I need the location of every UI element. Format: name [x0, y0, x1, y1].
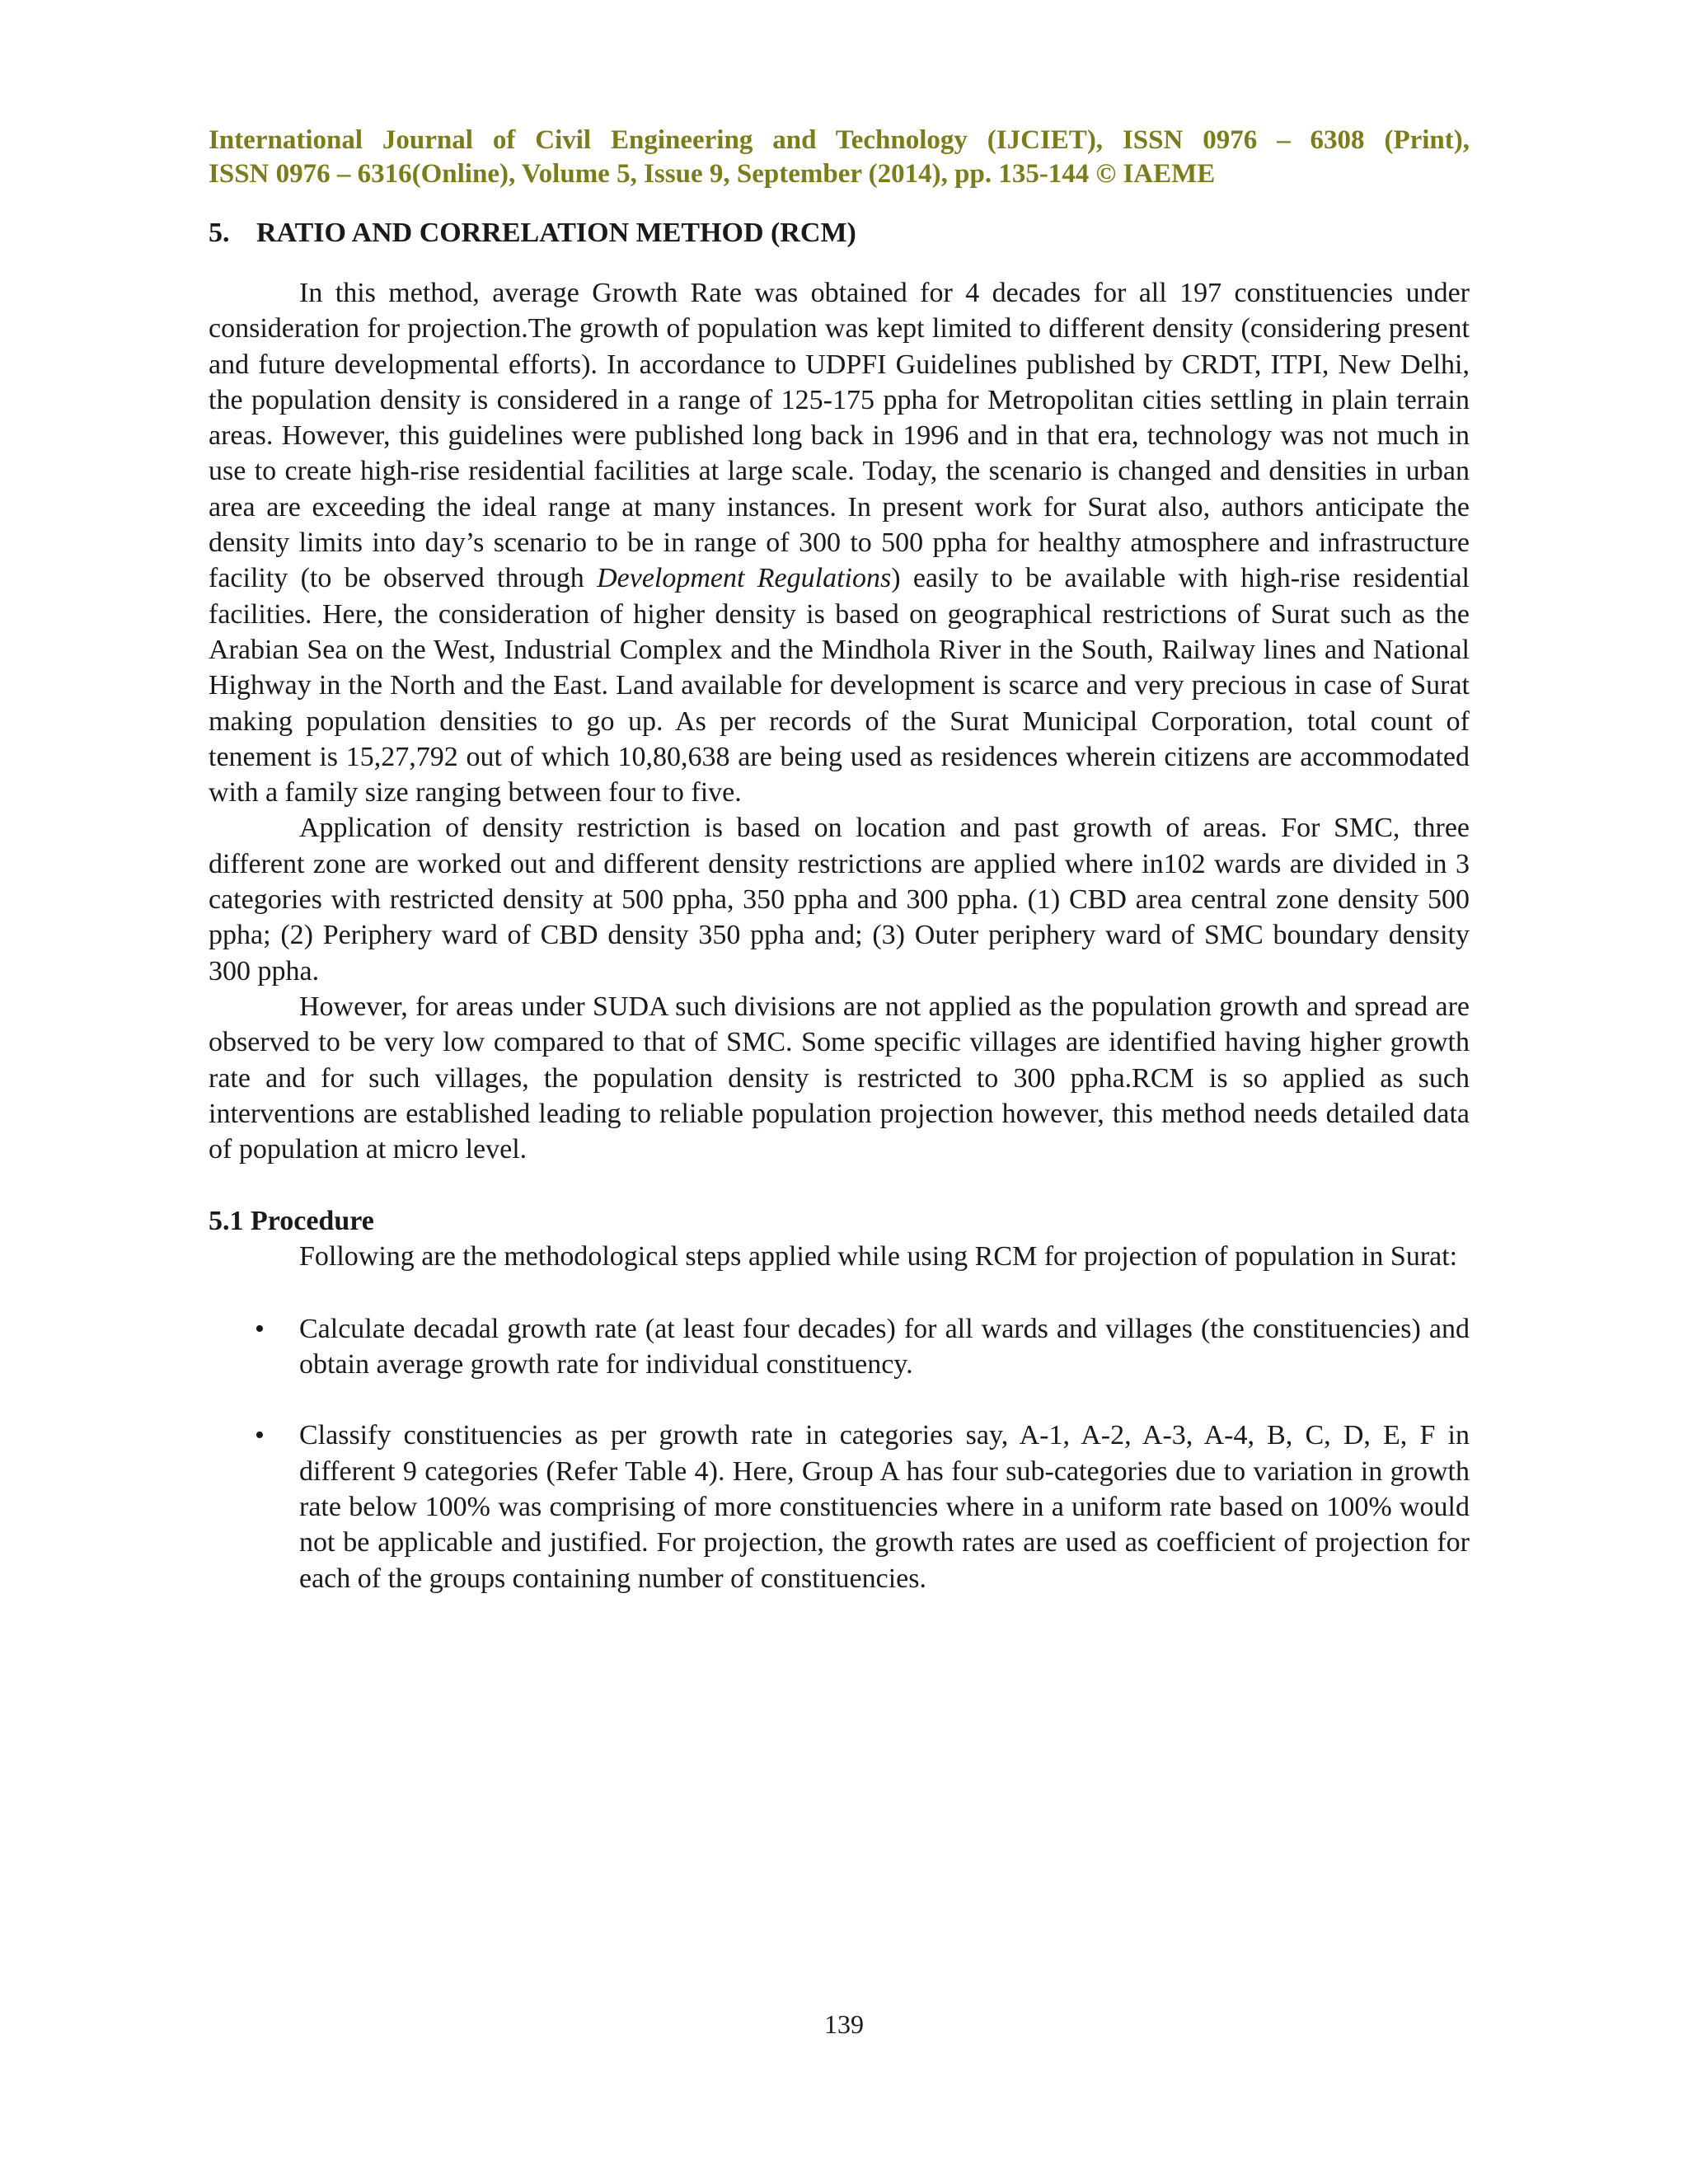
section-title — [209, 216, 1470, 251]
paragraph-3: However, for areas under SUDA such divisions are not applied as the population growth and spread are observed to be very low compared to that of SMC. Some specific villages are identified having higher growth rate and for such villages, the population density is restricted to 300 ppha.RCM is so applied as such interventions are established leading to reliable population projection however, this method needs detailed data of population at micro level. — [209, 991, 1470, 1165]
journal-header-line2: ISSN 0976 – 6316(Online), Volume 5, Issue 9, September (2014), pp. 135-144 © IAEME — [209, 159, 1216, 189]
bullet-icon: • — [255, 1420, 265, 1451]
paragraph-1-part-b: ) easily to be available with high-rise residential facilities. Here, the consideration of higher density is based on geographical restrictions of Surat such as the Arabian Sea on the West, Industrial Complex and the Mindhola River in the South, Railway lines and National Highway in the North and the East. Land available for development is scarce and very precious in case of Surat making population densities to go up. As per records of the Surat Municipal Corporation, total count of tenement is 15,27,792 out of which 10,80,638 are being used as residences wherein citizens are accommodated with a family size ranging between four to five. — [209, 563, 1470, 808]
journal-header — [209, 124, 1470, 191]
paragraph-1-emphasis: Development Regulations — [597, 563, 892, 594]
procedure-item — [209, 1418, 1470, 1596]
procedure-list — [209, 1311, 1470, 1596]
journal-header-line1: International Journal of Civil Engineering and Technology (IJCIET), ISSN 0976 – 6308 (Print), — [209, 125, 1470, 155]
section-title-text: RATIO AND CORRELATION METHOD (RCM) — [256, 218, 856, 248]
procedure-item-text: Calculate decadal growth rate (at least four decades) for all wards and villages (the constituencies) and obtain average growth rate for individual constituency. — [299, 1313, 1470, 1380]
paragraph-2: Application of density restriction is based on location and past growth of areas. For SMC, three different zone are worked out and different density restrictions are applied where in102 wards are divided in 3 categories with restricted density at 500 ppha, 350 ppha and 300 ppha. (1) CBD area central zone density 500 ppha; (2) Periphery ward of CBD density 350 ppha and; (3) Outer periphery ward of SMC boundary density 300 ppha. — [209, 813, 1470, 987]
procedure-item-text: Classify constituencies as per growth rate in categories say, A-1, A-2, A-3, A-4, B, C, D, E, F in different 9 categories (Refer Table 4). Here, Group A has four sub-categories due to variation in growth rate below 100% was comprising of more constituencies where in a uniform rate based on 100% would not be applicable and justified. For projection, the growth rates are used as coefficient of projection for each of the groups containing number of constituencies. — [299, 1420, 1470, 1594]
subsection-title: 5.1 Procedure — [209, 1206, 374, 1237]
section-number: 5. — [209, 218, 230, 248]
paragraph-1-part-a: In this method, average Growth Rate was obtained for 4 decades for all 197 constituencies under consideration for projection.The growth of population was kept limited to different density (considering present and future developmental efforts). In accordance to UDPFI Guidelines published by CRDT, ITPI, New Delhi, the population density is considered in a range of 125-175 ppha for Metropolitan cities settling in plain terrain areas. However, this guidelines were published long back in 1996 and in that era, technology was not much in use to create high-rise residential facilities at large scale. Today, the scenario is changed and densities in urban area are exceeding the ideal range at many instances. In present work for Surat also, authors anticipate the density limits into day’s scenario to be in range of 300 to 500 ppha for healthy atmosphere and infrastructure facility (to be observed through — [209, 278, 1470, 594]
procedure-item — [209, 1311, 1470, 1383]
page-number: 139 — [824, 2009, 864, 2039]
paragraph-1 — [209, 275, 1470, 810]
subsection-intro: Following are the methodological steps applied while using RCM for projection of population in Surat: — [299, 1241, 1458, 1272]
bullet-icon: • — [255, 1313, 265, 1344]
page-content — [209, 124, 1470, 1632]
